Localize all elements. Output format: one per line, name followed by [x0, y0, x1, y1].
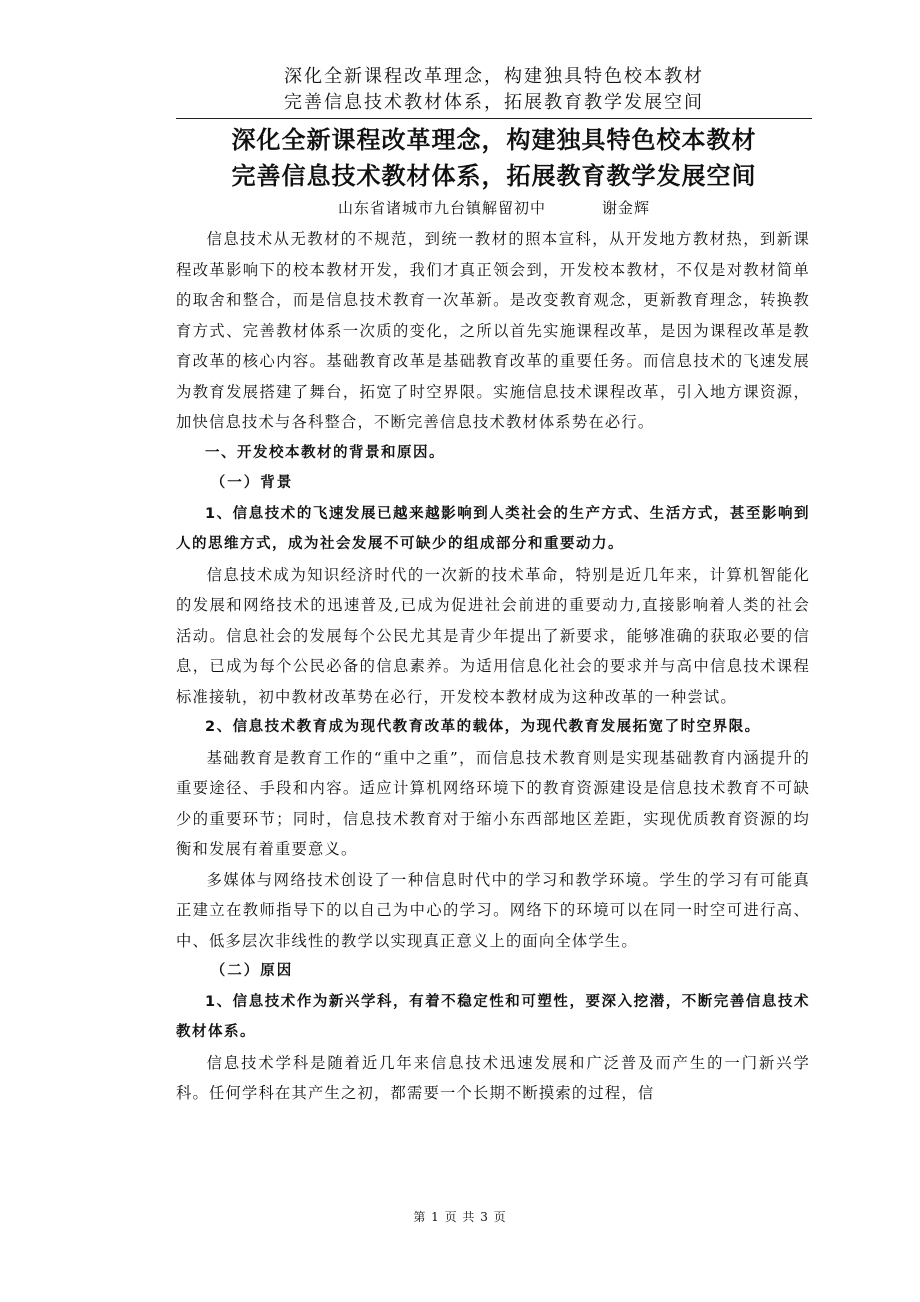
document-body: [176, 224, 810, 1109]
paragraph-3: 多媒体与网络技术创设了一种信息时代中的学习和教学环境。学生的学习有可能真正建立在教师指导下的以自己为中心的学习。网络下的环境可以在同一时空可进行高、中、低多层次非线性的教学以实现真正意义上的面向全体学生。: [176, 870, 810, 950]
bold-point-2: 2、信息技术教育成为现代教育改革的载体，为现代教育发展拓宽了时空界限。: [205, 719, 761, 735]
paragraph-4: 信息技术学科是随着近几年来信息技术迅速发展和广泛普及而产生的一门新兴学科。任何学科在其产生之初，都需要一个长期不断摸索的过程，信: [176, 1053, 810, 1102]
author-school: 山东省诸城市九台镇解留初中: [337, 199, 546, 217]
section-heading-1: 一、开发校本教材的背景和原因。: [205, 444, 445, 461]
paragraph-2: 基础教育是教育工作的“重中之重”，而信息技术教育则是实现基础教育内涵提升的重要途径、手段和内容。适应计算机网络环境下的教育资源建设是信息技术教育不可缺少的重要环节；同时，信息技术教育对于缩小东西部地区差距，实现优质教育资源的均衡和发展有着重要意义。: [176, 748, 810, 858]
bold-point-3: 1、信息技术作为新兴学科，有着不稳定性和可塑性，要深入挖潜，不断完善信息技术教材体系。: [176, 993, 810, 1040]
title-line-1: 深化全新课程改革理念，构建独具特色校本教材: [231, 126, 757, 154]
subsection-heading-reasons: （二）原因: [210, 963, 294, 979]
author-line: [176, 197, 812, 219]
title-line-2: 完善信息技术教材体系，拓展教育教学发展空间: [231, 162, 757, 190]
bold-point-1: 1、信息技术的飞速发展已越来越影响到人类社会的生产方式、生活方式，甚至影响到人的思维方式，成为社会发展不可缺少的组成部分和重要动力。: [176, 505, 810, 552]
intro-paragraph: 信息技术从无教材的不规范，到统一教材的照本宣科，从开发地方教材热，到新课程改革影响下的校本教材开发，我们才真正领会到，开发校本教材，不仅是对教材简单的取舍和整合，而是信息技术教育一次革新。是改变教育观念，更新教育理念，转换教育方式、完善教材体系一次质的变化，之所以首先实施课程改革，是因为课程改革是教育改革的核心内容。基础教育改革是基础教育改革的重要任务。而信息技术的飞速发展为教育发展搭建了舞台，拓宽了时空界限。实施信息技术课程改革，引入地方课资源，加快信息技术与各科整合，不断完善信息技术教材体系势在必行。: [176, 230, 810, 431]
document-title: [176, 122, 812, 194]
page-footer: 第 1 页 共 3 页: [413, 1210, 507, 1224]
subsection-heading-background: （一）背景: [210, 475, 294, 491]
running-header-line-1: 深化全新课程改革理念，构建独具特色校本教材: [284, 66, 704, 87]
paragraph-1: 信息技术成为知识经济时代的一次新的技术革命，特别是近几年来，计算机智能化的发展和网络技术的迅速普及,已成为促进社会前进的重要动力,直接影响着人类的社会活动。信息社会的发展每个公民尤其是青少年提出了新要求，能够准确的获取必要的信息，已成为每个公民必备的信息素养。为适用信息化社会的要求并与高中信息技术课程标准接轨，初中教材改革势在必行，开发校本教材成为这种改革的一种尝试。: [176, 565, 810, 706]
running-header-line-2: 完善信息技术教材体系，拓展教育教学发展空间: [284, 92, 704, 113]
running-header: [176, 64, 812, 116]
author-name: 谢金辉: [602, 199, 651, 217]
header-divider: [176, 118, 812, 119]
